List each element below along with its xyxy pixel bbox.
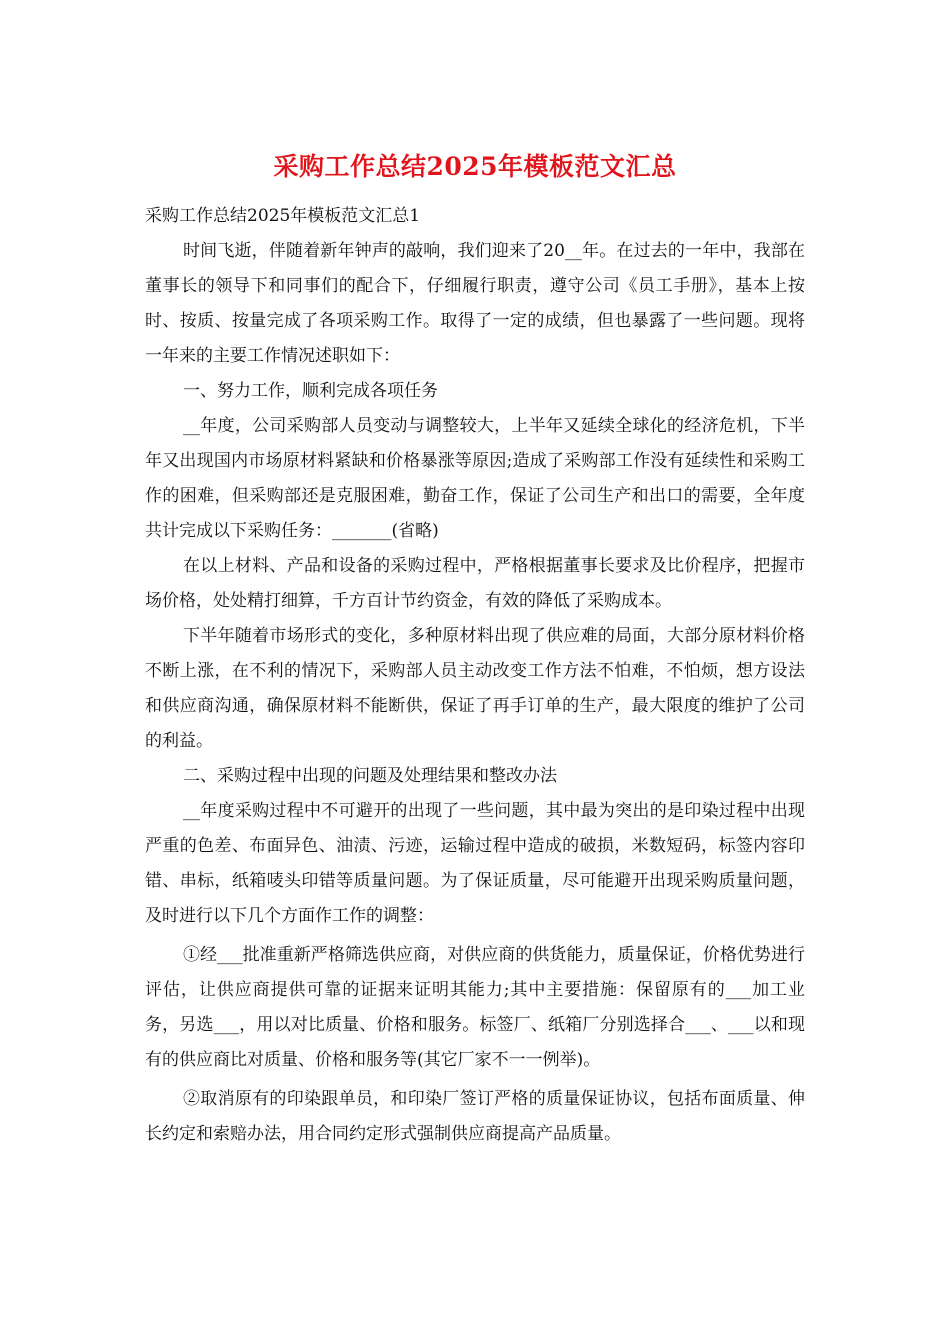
- paragraph-measure-2: ②取消原有的印染跟单员，和印染厂签订严格的质量保证协议，包括布面质量、伸长约定和索赔办法，用合同约定形式强制供应商提高产品质量。: [145, 1089, 805, 1144]
- paragraph-cost-control: 在以上材料、产品和设备的采购过程中，严格根据董事长要求及比价程序，把握市场价格，处处精打细算，千方百计节约资金，有效的降低了采购成本。: [145, 556, 805, 611]
- document-title: 采购工作总结2025年模板范文汇总: [273, 152, 677, 181]
- paragraph-measure-1: ①经___批准重新严格筛选供应商，对供应商的供货能力，质量保证，价格优势进行评估，让供应商提供可靠的证据来证明其能力;其中主要措施：保留原有的___加工业务，另选___，用以对比质量、价格和服务。标签厂、纸箱厂分别选择合___、___以和现有的供应商比对质量、价格和服务等(其它厂家不一一例举)。: [145, 945, 805, 1070]
- heading-section-1: 一、努力工作，顺利完成各项任务: [183, 381, 438, 401]
- paragraph-market-change: 下半年随着市场形式的变化，多种原材料出现了供应难的局面，大部分原材料价格不断上涨，在不利的情况下，采购部人员主动改变工作方法不怕难，不怕烦，想方设法和供应商沟通，确保原材料不能断供，保证了再手订单的生产，最大限度的维护了公司的利益。: [145, 626, 805, 751]
- paragraph-annual-tasks: __年度，公司采购部人员变动与调整较大，上半年又延续全球化的经济危机，下半年又出现国内市场原材料紧缺和价格暴涨等原因;造成了采购部工作没有延续性和采购工作的困难，但采购部还是克服困难，勤奋工作，保证了公司生产和出口的需要，全年度共计完成以下采购任务：_______(省略): [145, 416, 805, 541]
- heading-section-2: 二、采购过程中出现的问题及处理结果和整改办法: [183, 766, 557, 786]
- document-body: [145, 199, 805, 1152]
- paragraph-quality-issues: __年度采购过程中不可避开的出现了一些问题，其中最为突出的是印染过程中出现严重的色差、布面异色、油渍、污迹，运输过程中造成的破损，米数短码，标签内容印错、串标，纸箱唛头印错等质量问题。为了保证质量，尽可能避开出现采购质量问题，及时进行以下几个方面作工作的调整：: [145, 801, 805, 926]
- paragraph-intro: 时间飞逝，伴随着新年钟声的敲响，我们迎来了20__年。在过去的一年中，我部在董事长的领导下和同事们的配合下，仔细履行职责，遵守公司《员工手册》，基本上按时、按质、按量完成了各项采购工作。取得了一定的成绩，但也暴露了一些问题。现将一年来的主要工作情况述职如下：: [145, 241, 805, 366]
- section-subtitle: 采购工作总结2025年模板范文汇总1: [145, 206, 421, 226]
